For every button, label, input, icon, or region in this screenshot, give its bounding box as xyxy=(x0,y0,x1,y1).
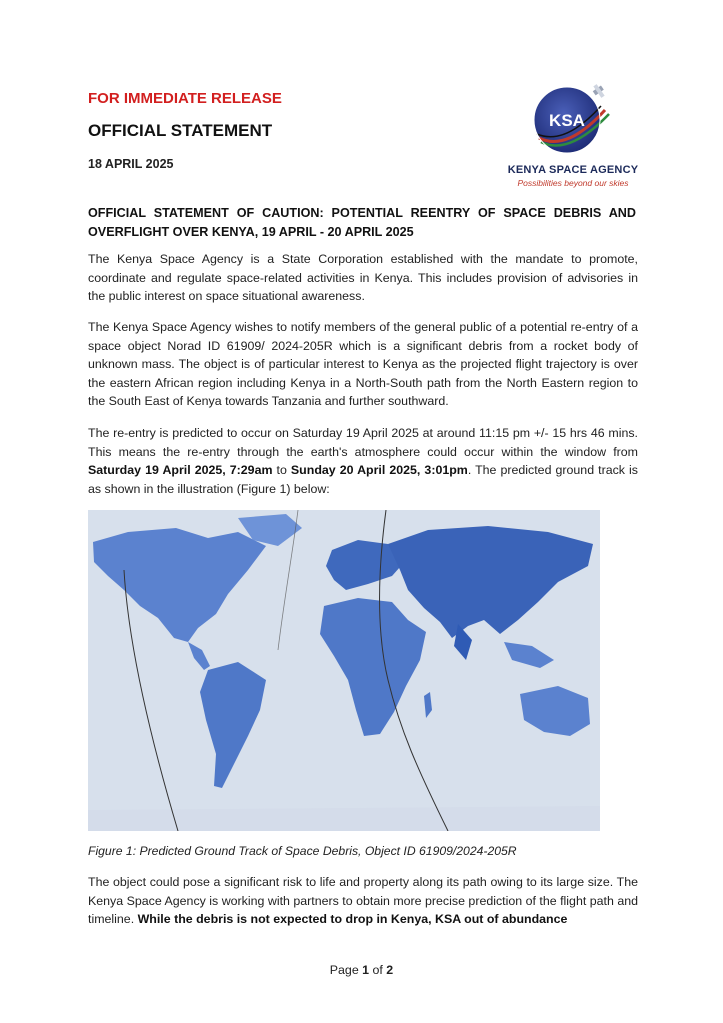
risk-text-bold: While the debris is not expected to drop in Kenya, KSA out of abundance xyxy=(137,912,568,927)
paragraph-risk xyxy=(88,873,638,929)
statement-label: OFFICIAL STATEMENT xyxy=(88,121,273,140)
window-end: Sunday 20 April 2025, 3:01pm xyxy=(290,463,468,478)
page-total: 2 xyxy=(386,963,394,977)
page-number xyxy=(0,963,723,977)
paragraph-mandate: The Kenya Space Agency is a State Corporation established with the mandate to promote, coordinate and regulate space-related activities in Kenya. This includes provision of advisories in the public interest on space situational awareness. xyxy=(88,252,638,304)
agency-tagline: Possibilities beyond our skies xyxy=(517,178,629,188)
reentry-text-c: to xyxy=(272,463,291,478)
statement-title: OFFICIAL STATEMENT OF CAUTION: POTENTIAL REENTRY OF SPACE DEBRIS AND OVERFLIGHT OVER KENYA, 19 APRIL - 20 APRIL 2025 xyxy=(88,206,636,239)
release-date: 18 APRIL 2025 xyxy=(88,157,174,171)
reentry-text-a: The re-entry is predicted to occur on Saturday 19 April 2025 at around 11:15 pm +/- 15 hrs 46 mins. This means the re-entry through the earth's atmosphere could occur within the window from xyxy=(88,426,638,459)
figure-caption: Figure 1: Predicted Ground Track of Space Debris, Object ID 61909/2024-205R xyxy=(88,844,517,858)
antarctica-band xyxy=(88,806,600,831)
risk-text-a: The object could pose a significant risk to life and property along its path owing to its large size. The Kenya Space Agency is working with partners to obtain more precise prediction of the flight path and timeline. xyxy=(88,875,638,927)
ksa-logo xyxy=(503,80,643,190)
paragraph-reentry-window xyxy=(88,424,638,498)
page-current: 1 xyxy=(362,963,370,977)
release-label: FOR IMMEDIATE RELEASE xyxy=(88,90,282,107)
window-start: Saturday 19 April 2025, 7:29am xyxy=(88,463,273,478)
page-mid: of xyxy=(369,963,387,977)
page-prefix: Page xyxy=(329,963,363,977)
agency-name: KENYA SPACE AGENCY xyxy=(507,164,639,176)
reentry-text-d: . The predicted ground track is as shown in the illustration (Figure 1) below: xyxy=(88,463,638,496)
ground-track-map xyxy=(88,510,600,831)
ksa-emblem-icon xyxy=(527,80,619,162)
paragraph-notification: The Kenya Space Agency wishes to notify members of the general public of a potential re-entry of a space object Norad ID 61909/ 2024-205R which is a significant debris from a rocket body of unknown mass. The object is of particular interest to Kenya as the projected flight trajectory is over the eastern African region including Kenya in a North-South path from the North Eastern region to the South East of Kenya towards Tanzania and further southward. xyxy=(88,320,638,409)
logo-mark-text: KSA xyxy=(549,111,585,130)
